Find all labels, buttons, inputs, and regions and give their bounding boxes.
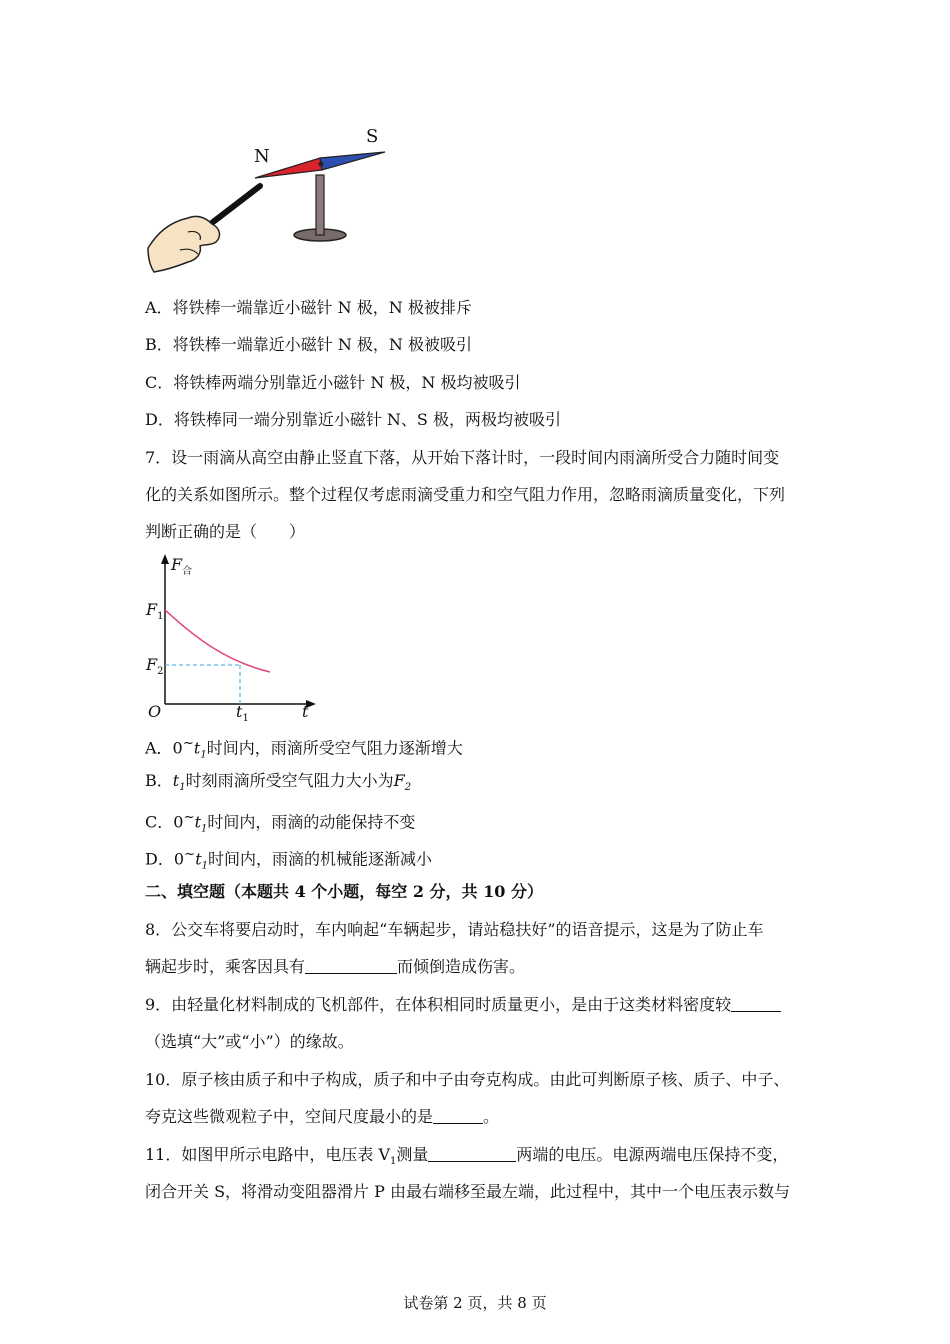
q7-option-c: C．$0^\sim t_1$时间内，雨滴的动能保持不变 — [145, 810, 416, 835]
section-heading: 二、填空题（本题共 4 个小题，每空 2 分，共 10 分） — [145, 882, 543, 901]
magnet-figure — [140, 120, 400, 280]
q10-answer-blank[interactable] — [433, 1107, 483, 1124]
q8-answer-blank[interactable] — [305, 957, 397, 974]
graph-f1-label: $F_1$ — [146, 600, 164, 623]
q7-option-a: A．$0^\sim t_1$时间内，雨滴所受空气阻力逐渐增大 — [145, 736, 463, 761]
q6-option-d: D．将铁棒同一端分别靠近小磁针 N、S 极，两极均被吸引 — [145, 410, 561, 429]
q11-line-2: 闭合开关 S，将滑动变阻器滑片 P 由最右端移至最左端，此过程中，其中一个电压表示数与 — [145, 1182, 790, 1201]
y-axis-arrow — [161, 554, 169, 564]
q11-line-1: 11．如图甲所示电路中，电压表 $V_1$测量 两端的电压。电源两端电压保持不变， — [145, 1145, 789, 1168]
q7-option-b: B．$t_1$时刻雨滴所受空气阻力大小为$F_2$ — [145, 771, 412, 794]
q9-answer-blank[interactable] — [731, 995, 781, 1012]
force-time-graph — [140, 552, 330, 727]
q9-line-2: （选填“大”或“小”）的缘故。 — [145, 1032, 354, 1051]
q7-line-2: 化的关系如图所示。整个过程仅考虑雨滴受重力和空气阻力作用，忽略雨滴质量变化，下列 — [145, 485, 786, 504]
q7-line-1: 7．设一雨滴从高空由静止竖直下落，从开始下落计时，一段时间内雨滴所受合力随时间变 — [145, 448, 780, 467]
graph-f2-label: $F_2$ — [146, 655, 164, 678]
q8-line-1: 8．公交车将要启动时，车内响起“车辆起步，请站稳扶好”的语音提示，这是为了防止车 — [145, 920, 764, 939]
q6-option-a: A．将铁棒一端靠近小磁针 N 极，N 极被排斥 — [145, 298, 472, 317]
graph-y-label: $F_合$ — [171, 555, 193, 578]
graph-origin-label: O — [148, 702, 162, 721]
q8-line-2: 辆起步时，乘客因具有 而倾倒造成伤害。 — [145, 957, 526, 976]
q6-option-c: C．将铁棒两端分别靠近小磁针 N 极，N 极均被吸引 — [145, 373, 521, 392]
label-n: N — [254, 146, 270, 167]
page-footer: 试卷第 2 页，共 8 页 — [403, 1294, 547, 1312]
q9-line-1: 9．由轻量化材料制成的飞机部件，在体积相同时质量更小，是由于这类材料密度较 — [145, 995, 781, 1015]
q11-answer-blank[interactable] — [428, 1145, 516, 1162]
q6-option-b: B．将铁棒一端靠近小磁针 N 极，N 极被吸引 — [145, 335, 473, 354]
force-curve — [165, 610, 270, 672]
graph-x-label: t — [302, 702, 309, 721]
q7-option-d: D．$0^\sim t_1$时间内，雨滴的机械能逐渐减小 — [145, 847, 433, 872]
q10-line-2: 夸克这些微观粒子中，空间尺度最小的是 。 — [145, 1107, 500, 1126]
q10-line-1: 10．原子核由质子和中子构成，质子和中子由夸克构成。由此可判断原子核、质子、中子、 — [145, 1070, 790, 1089]
graph-t1-label: $t_1$ — [236, 702, 249, 725]
q7-line-3: 判断正确的是（ ） — [145, 522, 306, 541]
label-s: S — [366, 126, 379, 147]
